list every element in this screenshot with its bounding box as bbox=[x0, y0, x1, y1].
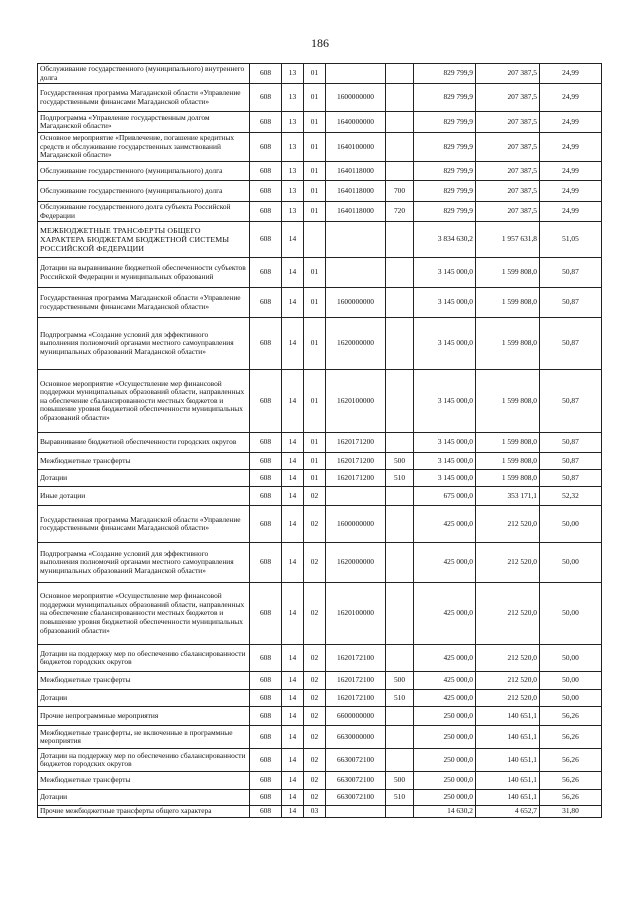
cell-percent: 56,26 bbox=[540, 749, 602, 772]
cell-fact: 1 599 808,0 bbox=[476, 453, 540, 470]
cell-name: Обслуживание государственного (муниципального) долга bbox=[38, 180, 250, 201]
cell-csr bbox=[326, 806, 386, 818]
cell-name: Дотации bbox=[38, 470, 250, 487]
cell-gr: 608 bbox=[250, 453, 282, 470]
cell-name: МЕЖБЮДЖЕТНЫЕ ТРАНСФЕРТЫ ОБЩЕГО ХАРАКТЕРА БЮДЖЕТАМ БЮДЖЕТНОЙ СИСТЕМЫ РОССИЙСКОЙ ФЕДЕРАЦИИ bbox=[38, 222, 250, 258]
cell-percent: 24,99 bbox=[540, 112, 602, 133]
cell-pr: 01 bbox=[304, 64, 326, 84]
cell-name: Дотации на поддержку мер по обеспечению сбалансированности бюджетов городских округов bbox=[38, 645, 250, 672]
cell-plan: 250 000,0 bbox=[414, 772, 476, 790]
cell-rz: 13 bbox=[282, 201, 304, 221]
cell-vr bbox=[386, 370, 414, 433]
cell-rz: 13 bbox=[282, 180, 304, 201]
table-row bbox=[38, 487, 602, 506]
cell-name: Межбюджетные трансферты, не включенные в программные мероприятия bbox=[38, 726, 250, 749]
page-number: 186 bbox=[311, 36, 329, 50]
cell-pr bbox=[304, 222, 326, 258]
table-row bbox=[38, 318, 602, 370]
cell-vr bbox=[386, 806, 414, 818]
cell-plan: 829 799,9 bbox=[414, 133, 476, 162]
cell-gr: 608 bbox=[250, 707, 282, 726]
cell-rz: 14 bbox=[282, 690, 304, 707]
cell-gr: 608 bbox=[250, 487, 282, 506]
cell-pr: 01 bbox=[304, 112, 326, 133]
cell-percent: 51,05 bbox=[540, 222, 602, 258]
cell-percent: 56,26 bbox=[540, 707, 602, 726]
cell-plan: 829 799,9 bbox=[414, 84, 476, 112]
cell-vr bbox=[386, 222, 414, 258]
cell-rz: 14 bbox=[282, 453, 304, 470]
cell-csr bbox=[326, 487, 386, 506]
cell-rz: 14 bbox=[282, 433, 304, 453]
table-row bbox=[38, 112, 602, 133]
table-row bbox=[38, 201, 602, 221]
cell-csr: 6600000000 bbox=[326, 707, 386, 726]
cell-gr: 608 bbox=[250, 201, 282, 221]
cell-gr: 608 bbox=[250, 318, 282, 370]
cell-name: Прочие межбюджетные трансферты общего характера bbox=[38, 806, 250, 818]
cell-gr: 608 bbox=[250, 258, 282, 288]
cell-pr: 02 bbox=[304, 672, 326, 690]
cell-vr bbox=[386, 433, 414, 453]
cell-pr: 03 bbox=[304, 806, 326, 818]
cell-name: Государственная программа Магаданской области «Управление государственными финансами Магаданской области» bbox=[38, 506, 250, 543]
cell-percent: 24,99 bbox=[540, 84, 602, 112]
cell-fact: 140 651,1 bbox=[476, 790, 540, 806]
cell-pr: 01 bbox=[304, 453, 326, 470]
cell-vr: 500 bbox=[386, 453, 414, 470]
cell-percent: 56,26 bbox=[540, 772, 602, 790]
cell-name: Государственная программа Магаданской области «Управление государственными финансами Магаданской области» bbox=[38, 288, 250, 318]
cell-rz: 14 bbox=[282, 707, 304, 726]
cell-gr: 608 bbox=[250, 645, 282, 672]
cell-csr: 1640000000 bbox=[326, 112, 386, 133]
cell-gr: 608 bbox=[250, 64, 282, 84]
cell-name: Межбюджетные трансферты bbox=[38, 772, 250, 790]
cell-rz: 14 bbox=[282, 672, 304, 690]
cell-pr: 01 bbox=[304, 161, 326, 180]
cell-percent: 24,99 bbox=[540, 161, 602, 180]
cell-pr: 02 bbox=[304, 487, 326, 506]
table-row bbox=[38, 84, 602, 112]
cell-plan: 425 000,0 bbox=[414, 543, 476, 583]
cell-plan: 3 834 630,2 bbox=[414, 222, 476, 258]
cell-name: Обслуживание государственного долга субъекта Российской Федерации bbox=[38, 201, 250, 221]
cell-csr: 1620100000 bbox=[326, 370, 386, 433]
cell-csr: 1640118000 bbox=[326, 161, 386, 180]
cell-pr: 02 bbox=[304, 707, 326, 726]
cell-gr: 608 bbox=[250, 672, 282, 690]
cell-fact: 1 599 808,0 bbox=[476, 318, 540, 370]
table-row bbox=[38, 645, 602, 672]
cell-fact: 207 387,5 bbox=[476, 64, 540, 84]
cell-csr: 1620100000 bbox=[326, 583, 386, 645]
cell-gr: 608 bbox=[250, 161, 282, 180]
cell-name: Дотации bbox=[38, 690, 250, 707]
cell-rz: 14 bbox=[282, 318, 304, 370]
cell-csr bbox=[326, 64, 386, 84]
cell-plan: 425 000,0 bbox=[414, 583, 476, 645]
cell-csr: 1620000000 bbox=[326, 543, 386, 583]
budget-table-body bbox=[38, 64, 602, 818]
cell-pr: 02 bbox=[304, 790, 326, 806]
cell-csr bbox=[326, 222, 386, 258]
cell-gr: 608 bbox=[250, 790, 282, 806]
cell-csr: 66З0072100 bbox=[326, 749, 386, 772]
cell-vr: 510 bbox=[386, 470, 414, 487]
cell-fact: 212 520,0 bbox=[476, 672, 540, 690]
cell-gr: 608 bbox=[250, 288, 282, 318]
table-row bbox=[38, 690, 602, 707]
cell-fact: 207 387,5 bbox=[476, 112, 540, 133]
cell-csr: 1620172100 bbox=[326, 672, 386, 690]
table-row bbox=[38, 583, 602, 645]
cell-fact: 212 520,0 bbox=[476, 506, 540, 543]
cell-csr: 1620171200 bbox=[326, 453, 386, 470]
cell-csr: 1640118000 bbox=[326, 201, 386, 221]
cell-percent: 24,99 bbox=[540, 133, 602, 162]
cell-plan: 3 145 000,0 bbox=[414, 470, 476, 487]
cell-vr bbox=[386, 84, 414, 112]
cell-fact: 140 651,1 bbox=[476, 772, 540, 790]
cell-rz: 13 bbox=[282, 84, 304, 112]
cell-plan: 829 799,9 bbox=[414, 201, 476, 221]
cell-name: Иные дотации bbox=[38, 487, 250, 506]
cell-fact: 1 599 808,0 bbox=[476, 433, 540, 453]
cell-pr: 01 bbox=[304, 318, 326, 370]
cell-gr: 608 bbox=[250, 690, 282, 707]
cell-vr bbox=[386, 707, 414, 726]
cell-name: Государственная программа Магаданской области «Управление государственными финансами Магаданской области» bbox=[38, 84, 250, 112]
cell-vr bbox=[386, 506, 414, 543]
cell-vr bbox=[386, 645, 414, 672]
cell-vr bbox=[386, 543, 414, 583]
cell-percent: 56,26 bbox=[540, 790, 602, 806]
cell-fact: 212 520,0 bbox=[476, 583, 540, 645]
cell-pr: 01 bbox=[304, 258, 326, 288]
cell-csr: 1640100000 bbox=[326, 133, 386, 162]
cell-fact: 212 520,0 bbox=[476, 645, 540, 672]
cell-csr: 66З0072100 bbox=[326, 772, 386, 790]
cell-plan: 425 000,0 bbox=[414, 690, 476, 707]
cell-vr bbox=[386, 161, 414, 180]
cell-rz: 13 bbox=[282, 133, 304, 162]
cell-percent: 24,99 bbox=[540, 201, 602, 221]
cell-plan: 250 000,0 bbox=[414, 790, 476, 806]
cell-rz: 14 bbox=[282, 749, 304, 772]
table-row bbox=[38, 790, 602, 806]
cell-vr: 720 bbox=[386, 201, 414, 221]
cell-vr bbox=[386, 112, 414, 133]
cell-plan: 829 799,9 bbox=[414, 64, 476, 84]
cell-gr: 608 bbox=[250, 726, 282, 749]
table-row bbox=[38, 453, 602, 470]
cell-rz: 14 bbox=[282, 726, 304, 749]
cell-pr: 01 bbox=[304, 433, 326, 453]
cell-fact: 207 387,5 bbox=[476, 180, 540, 201]
cell-rz: 14 bbox=[282, 258, 304, 288]
cell-pr: 01 bbox=[304, 84, 326, 112]
cell-percent: 24,99 bbox=[540, 180, 602, 201]
cell-rz: 14 bbox=[282, 506, 304, 543]
cell-fact: 212 520,0 bbox=[476, 690, 540, 707]
cell-name: Основное мероприятие «Привлечение, погашение кредитных средств и обслуживание государственных заимствований Магаданской области» bbox=[38, 133, 250, 162]
cell-fact: 1 599 808,0 bbox=[476, 288, 540, 318]
table-row bbox=[38, 433, 602, 453]
cell-gr: 608 bbox=[250, 433, 282, 453]
cell-fact: 1 599 808,0 bbox=[476, 370, 540, 433]
cell-gr: 608 bbox=[250, 84, 282, 112]
table-row bbox=[38, 506, 602, 543]
cell-fact: 207 387,5 bbox=[476, 161, 540, 180]
cell-plan: 829 799,9 bbox=[414, 180, 476, 201]
cell-rz: 14 bbox=[282, 470, 304, 487]
cell-pr: 02 bbox=[304, 543, 326, 583]
cell-name: Межбюджетные трансферты bbox=[38, 672, 250, 690]
cell-plan: 250 000,0 bbox=[414, 707, 476, 726]
cell-name: Дотации bbox=[38, 790, 250, 806]
table-row bbox=[38, 749, 602, 772]
cell-vr: 500 bbox=[386, 672, 414, 690]
cell-name: Основное мероприятие «Осуществление мер финансовой поддержки муниципальных образований области, направленных на обеспечение сбалансированности местных бюджетов и повышение уровня бюджетной обеспеченности муниципальных образований области» bbox=[38, 583, 250, 645]
cell-rz: 14 bbox=[282, 222, 304, 258]
cell-name: Подпрограмма «Создание условий для эффективного выполнения полномочий органами местного самоуправления муниципальных образований Магаданской области» bbox=[38, 318, 250, 370]
table-row bbox=[38, 806, 602, 818]
cell-plan: 3 145 000,0 bbox=[414, 288, 476, 318]
cell-csr: 1600000000 bbox=[326, 84, 386, 112]
cell-gr: 608 bbox=[250, 222, 282, 258]
cell-fact: 207 387,5 bbox=[476, 133, 540, 162]
cell-name: Дотации на поддержку мер по обеспечению сбалансированности бюджетов городских округов bbox=[38, 749, 250, 772]
cell-vr: 500 bbox=[386, 772, 414, 790]
budget-table bbox=[37, 63, 602, 818]
cell-csr: 1620172100 bbox=[326, 645, 386, 672]
cell-fact: 207 387,5 bbox=[476, 84, 540, 112]
table-row bbox=[38, 133, 602, 162]
cell-fact: 1 599 808,0 bbox=[476, 470, 540, 487]
table-row bbox=[38, 258, 602, 288]
cell-fact: 1 599 808,0 bbox=[476, 258, 540, 288]
table-row bbox=[38, 222, 602, 258]
cell-plan: 3 145 000,0 bbox=[414, 318, 476, 370]
cell-rz: 14 bbox=[282, 583, 304, 645]
cell-rz: 14 bbox=[282, 370, 304, 433]
cell-name: Обслуживание государственного (муниципального) долга bbox=[38, 161, 250, 180]
cell-gr: 608 bbox=[250, 772, 282, 790]
cell-plan: 425 000,0 bbox=[414, 506, 476, 543]
cell-plan: 829 799,9 bbox=[414, 112, 476, 133]
cell-plan: 3 145 000,0 bbox=[414, 370, 476, 433]
cell-plan: 425 000,0 bbox=[414, 645, 476, 672]
cell-name: Выравнивание бюджетной обеспеченности городских округов bbox=[38, 433, 250, 453]
cell-csr: 1640118000 bbox=[326, 180, 386, 201]
cell-percent: 50,87 bbox=[540, 258, 602, 288]
cell-csr: 1620171200 bbox=[326, 433, 386, 453]
cell-vr bbox=[386, 258, 414, 288]
table-row bbox=[38, 772, 602, 790]
cell-name: Подпрограмма «Создание условий для эффективного выполнения полномочий органами местного самоуправления муниципальных образований Магаданской области» bbox=[38, 543, 250, 583]
cell-pr: 02 bbox=[304, 506, 326, 543]
cell-fact: 1 957 631,8 bbox=[476, 222, 540, 258]
cell-fact: 353 171,1 bbox=[476, 487, 540, 506]
cell-plan: 829 799,9 bbox=[414, 161, 476, 180]
cell-csr: 66З0000000 bbox=[326, 726, 386, 749]
cell-csr: 1600000000 bbox=[326, 288, 386, 318]
cell-gr: 608 bbox=[250, 749, 282, 772]
cell-percent: 52,32 bbox=[540, 487, 602, 506]
cell-csr: 1620171200 bbox=[326, 470, 386, 487]
cell-rz: 14 bbox=[282, 288, 304, 318]
cell-gr: 608 bbox=[250, 370, 282, 433]
cell-percent: 50,00 bbox=[540, 690, 602, 707]
cell-vr: 510 bbox=[386, 790, 414, 806]
table-row bbox=[38, 180, 602, 201]
table-row bbox=[38, 726, 602, 749]
cell-percent: 31,80 bbox=[540, 806, 602, 818]
cell-plan: 250 000,0 bbox=[414, 726, 476, 749]
cell-gr: 608 bbox=[250, 543, 282, 583]
table-row bbox=[38, 161, 602, 180]
cell-vr bbox=[386, 318, 414, 370]
table-row bbox=[38, 370, 602, 433]
table-row bbox=[38, 707, 602, 726]
cell-csr: 66З0072100 bbox=[326, 790, 386, 806]
cell-plan: 425 000,0 bbox=[414, 672, 476, 690]
cell-rz: 13 bbox=[282, 112, 304, 133]
cell-pr: 02 bbox=[304, 726, 326, 749]
cell-pr: 01 bbox=[304, 180, 326, 201]
table-row bbox=[38, 64, 602, 84]
cell-pr: 02 bbox=[304, 772, 326, 790]
cell-rz: 13 bbox=[282, 64, 304, 84]
cell-pr: 01 bbox=[304, 370, 326, 433]
cell-gr: 608 bbox=[250, 583, 282, 645]
cell-name: Межбюджетные трансферты bbox=[38, 453, 250, 470]
cell-name: Дотации на выравнивание бюджетной обеспеченности субъектов Российской Федерации и муниципальных образований bbox=[38, 258, 250, 288]
cell-fact: 140 651,1 bbox=[476, 749, 540, 772]
cell-gr: 608 bbox=[250, 180, 282, 201]
cell-pr: 02 bbox=[304, 749, 326, 772]
cell-percent: 50,00 bbox=[540, 583, 602, 645]
cell-vr bbox=[386, 726, 414, 749]
cell-plan: 14 630,2 bbox=[414, 806, 476, 818]
cell-pr: 01 bbox=[304, 470, 326, 487]
cell-plan: 250 000,0 bbox=[414, 749, 476, 772]
cell-fact: 212 520,0 bbox=[476, 543, 540, 583]
cell-plan: 3 145 000,0 bbox=[414, 433, 476, 453]
table-row bbox=[38, 470, 602, 487]
cell-rz: 14 bbox=[282, 487, 304, 506]
cell-rz: 14 bbox=[282, 543, 304, 583]
cell-rz: 14 bbox=[282, 645, 304, 672]
cell-vr bbox=[386, 288, 414, 318]
cell-rz: 14 bbox=[282, 790, 304, 806]
cell-percent: 50,87 bbox=[540, 288, 602, 318]
cell-gr: 608 bbox=[250, 506, 282, 543]
cell-percent: 50,87 bbox=[540, 433, 602, 453]
cell-vr bbox=[386, 583, 414, 645]
cell-fact: 207 387,5 bbox=[476, 201, 540, 221]
cell-percent: 24,99 bbox=[540, 64, 602, 84]
cell-csr: 1620172100 bbox=[326, 690, 386, 707]
cell-percent: 50,87 bbox=[540, 470, 602, 487]
cell-vr bbox=[386, 133, 414, 162]
cell-vr bbox=[386, 64, 414, 84]
cell-vr bbox=[386, 749, 414, 772]
cell-rz: 14 bbox=[282, 772, 304, 790]
cell-gr: 608 bbox=[250, 112, 282, 133]
cell-gr: 608 bbox=[250, 133, 282, 162]
table-row bbox=[38, 672, 602, 690]
cell-percent: 50,00 bbox=[540, 506, 602, 543]
cell-percent: 50,00 bbox=[540, 672, 602, 690]
cell-percent: 50,00 bbox=[540, 543, 602, 583]
cell-plan: 675 000,0 bbox=[414, 487, 476, 506]
cell-percent: 56,26 bbox=[540, 726, 602, 749]
cell-csr: 1620000000 bbox=[326, 318, 386, 370]
cell-gr: 608 bbox=[250, 806, 282, 818]
cell-vr: 700 bbox=[386, 180, 414, 201]
cell-percent: 50,87 bbox=[540, 318, 602, 370]
cell-pr: 01 bbox=[304, 133, 326, 162]
cell-pr: 01 bbox=[304, 201, 326, 221]
cell-fact: 140 651,1 bbox=[476, 726, 540, 749]
cell-csr: 1600000000 bbox=[326, 506, 386, 543]
cell-percent: 50,87 bbox=[540, 370, 602, 433]
cell-rz: 13 bbox=[282, 161, 304, 180]
cell-vr: 510 bbox=[386, 690, 414, 707]
cell-name: Основное мероприятие «Осуществление мер финансовой поддержки муниципальных образований области, направленных на обеспечение сбалансированности местных бюджетов и повышение уровня бюджетной обеспеченности муниципальных образований области» bbox=[38, 370, 250, 433]
cell-fact: 4 652,7 bbox=[476, 806, 540, 818]
cell-name: Прочие непрограммные мероприятия bbox=[38, 707, 250, 726]
cell-name: Обслуживание государственного (муниципального) внутреннего долга bbox=[38, 64, 250, 84]
cell-vr bbox=[386, 487, 414, 506]
table-row bbox=[38, 543, 602, 583]
cell-plan: 3 145 000,0 bbox=[414, 453, 476, 470]
cell-plan: 3 145 000,0 bbox=[414, 258, 476, 288]
cell-pr: 01 bbox=[304, 288, 326, 318]
cell-name: Подпрограмма «Управление государственным долгом Магаданской области» bbox=[38, 112, 250, 133]
cell-percent: 50,87 bbox=[540, 453, 602, 470]
cell-csr bbox=[326, 258, 386, 288]
cell-pr: 02 bbox=[304, 583, 326, 645]
cell-percent: 50,00 bbox=[540, 645, 602, 672]
cell-gr: 608 bbox=[250, 470, 282, 487]
cell-fact: 140 651,1 bbox=[476, 707, 540, 726]
cell-pr: 02 bbox=[304, 690, 326, 707]
cell-rz: 14 bbox=[282, 806, 304, 818]
table-row bbox=[38, 288, 602, 318]
cell-pr: 02 bbox=[304, 645, 326, 672]
